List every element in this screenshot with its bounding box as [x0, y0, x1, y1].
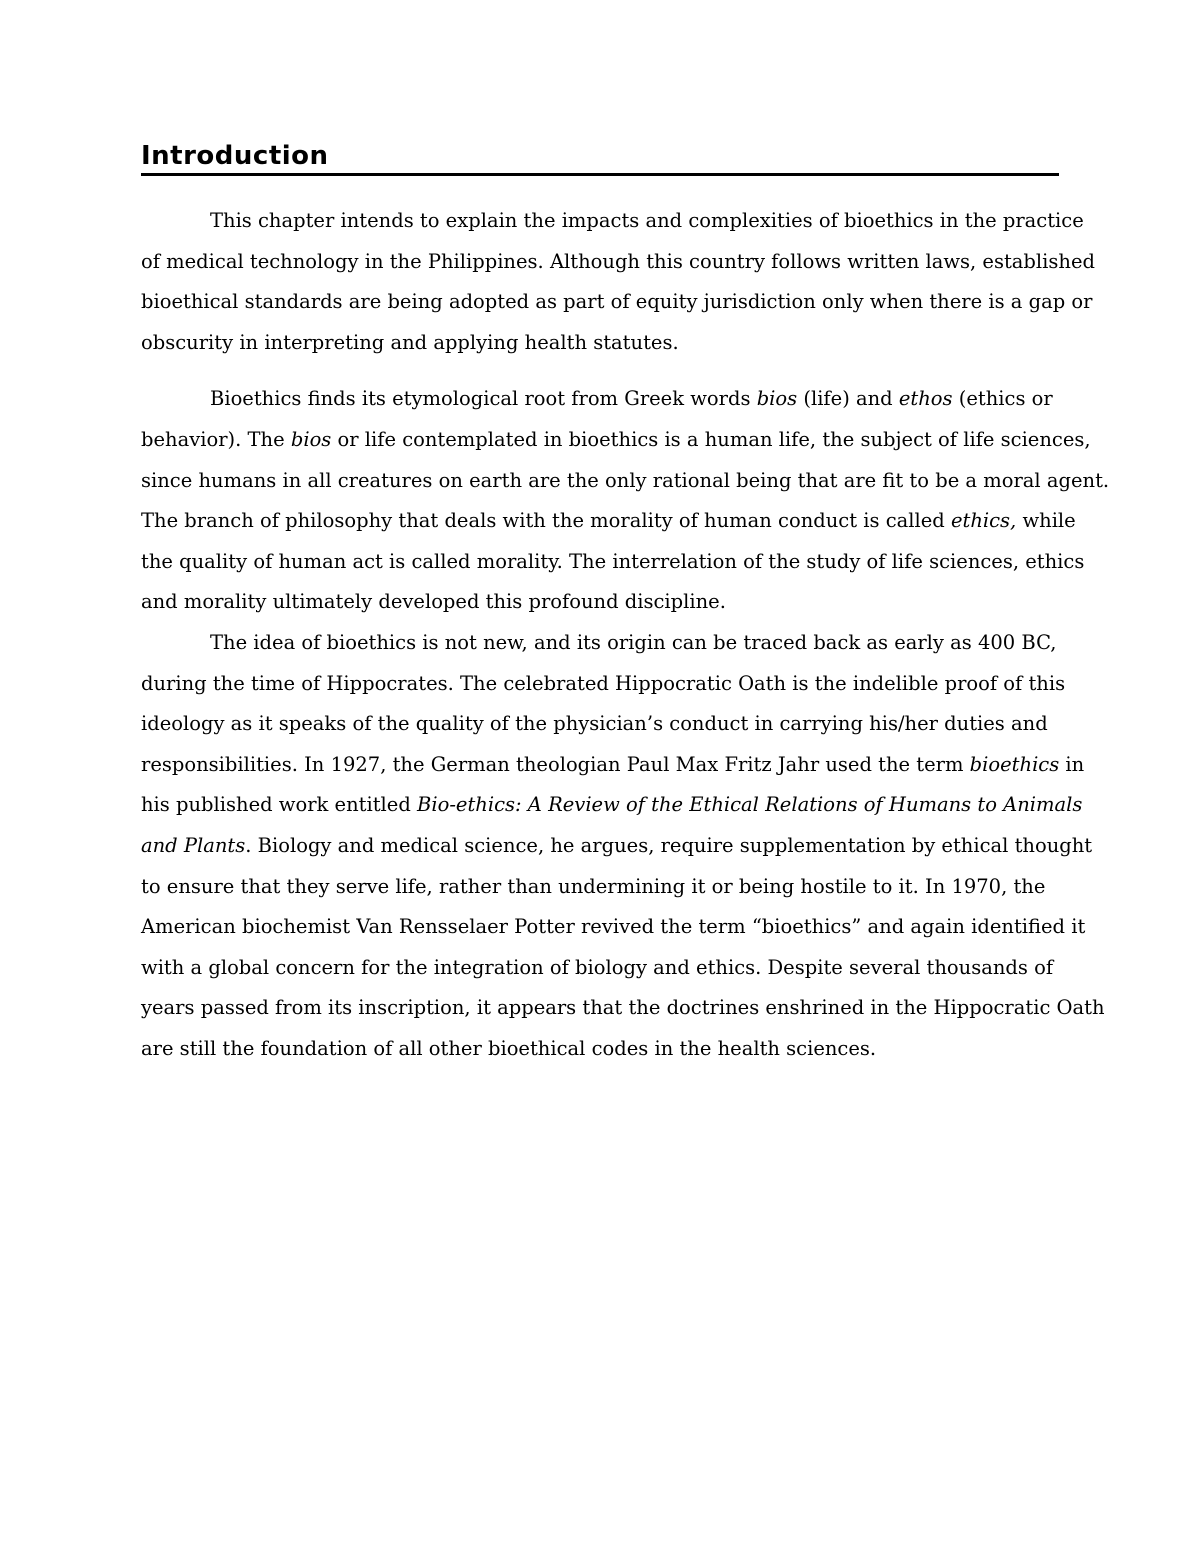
text-line: American biochemist Van Rensselaer Potter revived the term “bioethics” and again identified it — [141, 915, 1086, 939]
text-line: since humans in all creatures on earth are the only rational being that are fit to be a moral agent. — [141, 468, 1110, 492]
text-line: behavior). The bios or life contemplated in bioethics is a human life, the subject of life sciences, — [141, 427, 1091, 451]
section-heading: Introduction — [141, 141, 329, 171]
italic-term: bios — [756, 387, 798, 411]
italic-term: bioethics — [969, 752, 1060, 776]
text-line: This chapter intends to explain the impacts and complexities of bioethics in the practice — [210, 209, 1084, 232]
text-line: The branch of philosophy that deals with the morality of human conduct is called ethics, while — [141, 509, 1076, 533]
italic-term: and Plants — [141, 833, 246, 857]
text-line: Bioethics finds its etymological root from Greek words bios (life) and ethos (ethics or — [210, 387, 1053, 411]
document-body — [141, 201, 1110, 1069]
text-line: responsibilities. In 1927, the German theologian Paul Max Fritz Jahr used the term bioethics in — [141, 752, 1085, 776]
text-line: are still the foundation of all other bioethical codes in the health sciences. — [141, 1036, 877, 1060]
text-line: the quality of human act is called morality. The interrelation of the study of life sciences, ethics — [141, 549, 1085, 573]
paragraph-spacer — [141, 363, 1059, 379]
text-line: his published work entitled Bio-ethics: A Review of the Ethical Relations of Humans to Animals — [141, 793, 1083, 817]
text-line: The idea of bioethics is not new, and its origin can be traced back as early as 400 BC, — [210, 630, 1057, 654]
text-line: of medical technology in the Philippines. Although this country follows written laws, established — [141, 249, 1095, 273]
text-line: during the time of Hippocrates. The celebrated Hippocratic Oath is the indelible proof of this — [141, 671, 1066, 695]
text-line: ideology as it speaks of the quality of the physician’s conduct in carrying his/her duties and — [141, 712, 1048, 736]
text-line: with a global concern for the integration of biology and ethics. Despite several thousands of — [141, 955, 1054, 979]
heading-underline-rule — [141, 173, 1059, 176]
text-line: and Plants. Biology and medical science, he argues, require supplementation by ethical thought — [141, 833, 1093, 857]
italic-term: Bio-ethics: A Review of the Ethical Relations of Humans to Animals — [417, 793, 1083, 817]
text-line: obscurity in interpreting and applying health statutes. — [141, 330, 679, 354]
text-line: years passed from its inscription, it appears that the doctrines enshrined in the Hippocratic Oath — [141, 996, 1105, 1020]
text-line: and morality ultimately developed this profound discipline. — [141, 590, 726, 614]
text-line: to ensure that they serve life, rather than undermining it or being hostile to it. In 1970, the — [141, 874, 1046, 898]
paragraph-1 — [141, 201, 1095, 363]
paragraph-3 — [141, 623, 1105, 1070]
italic-term: bios — [290, 427, 332, 451]
italic-term: ethos — [898, 387, 953, 411]
paragraph-2 — [141, 379, 1110, 623]
text-line: bioethical standards are being adopted as part of equity jurisdiction only when there is a gap or — [141, 290, 1093, 314]
italic-term: ethics, — [950, 509, 1017, 533]
